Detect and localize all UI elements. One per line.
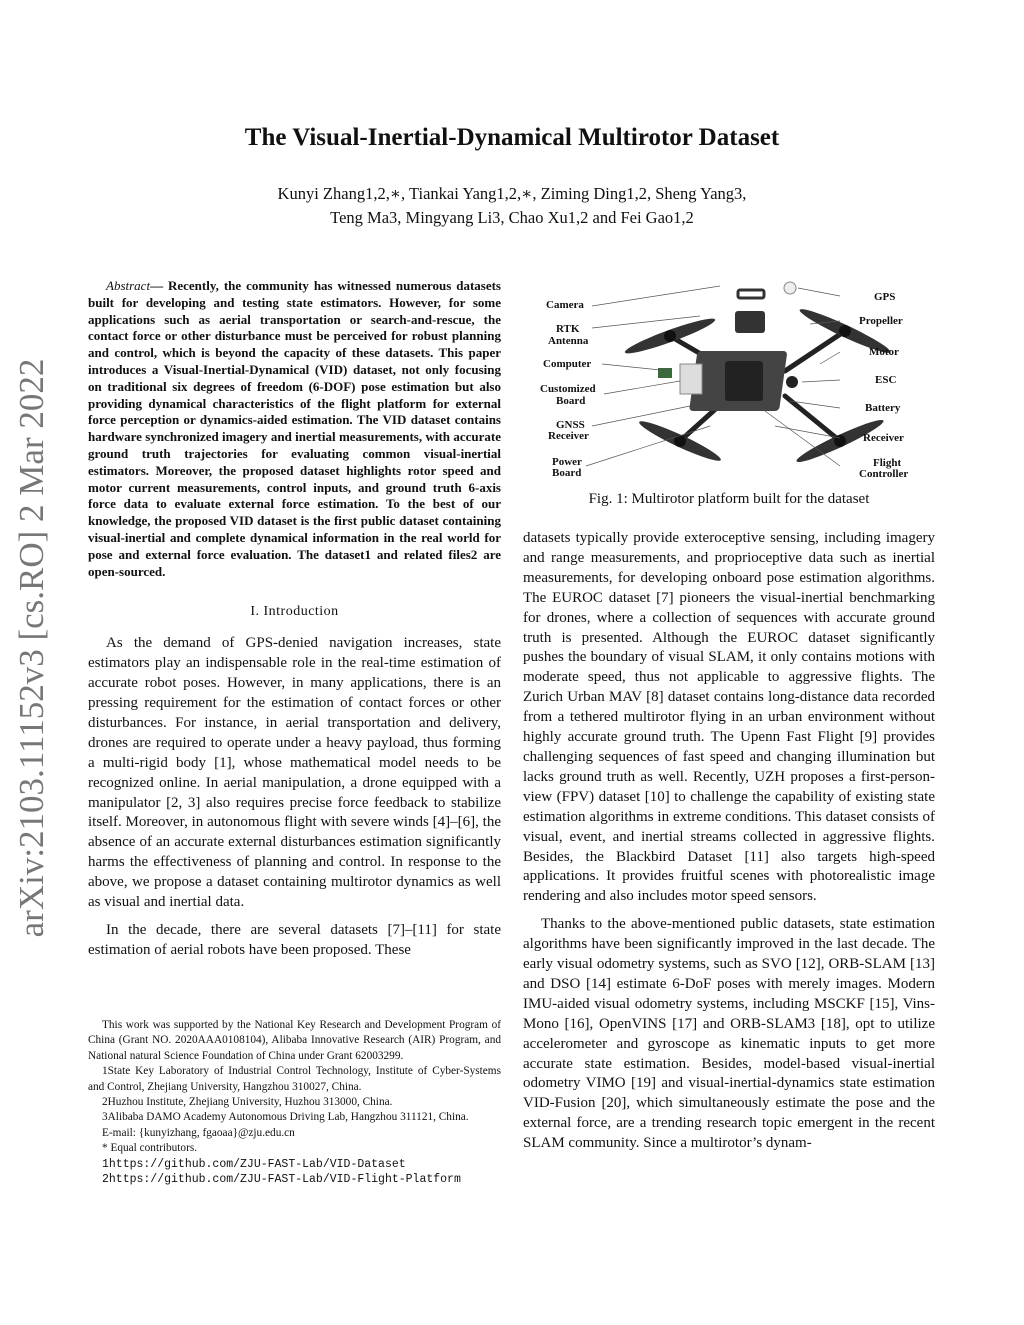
label-power-board: Board [552,467,582,479]
abstract-label: Abstract [106,278,151,293]
abstract-text: — Recently, the community has witnessed numerous datasets built for developing and testing state estimators. However, for some applications such as aerial transportation or search-and-rescue, the contact force or other disturbance must be perceived for robust planning and control, which is beyond the capacity of these datasets. This paper introduces a Visual-Inertial-Dynamical (VID) dataset, not only focusing on traditional six degrees of freedom (6-DOF) pose estimation but also providing dynamical characteristics of the flight platform for external force perception or dynamics-aided estimation. The VID dataset contains hardware synchronized imagery and inertial measurements, with accurate ground truth trajectories for evaluating common visual-inertial estimators. Moreover, the proposed dataset highlights rotor speed and motor current measurements, control inputs, and ground truth 6-axis force data to evaluate external force estimation. To the best of our knowledge, the proposed VID dataset is the first public dataset containing visual-inertial and complete dynamical information in the real world for pose and external force evaluation. The dataset1 and related files2 are open-sourced. [88,278,501,579]
paper-title: The Visual-Inertial-Dynamical Multirotor Dataset [244,124,780,151]
label-gps: GPS [874,291,896,303]
label-battery: Battery [865,402,901,414]
footnote-equal-contrib: * Equal contributors. [102,1142,198,1155]
footnote-platform-link[interactable]: 2https://github.com/ZJU-FAST-Lab/VID-Flight-Platform [102,1173,461,1187]
author-list [0,182,1024,230]
label-computer: Computer [543,358,592,370]
intro-paragraph-2: In the decade, there are several datasets [7]–[11] for state estimation of aerial robots have been proposed. These [88,921,501,958]
label-receiver-left: Receiver [548,430,589,442]
label-motor: Motor [869,346,899,358]
author-line-2: Teng Ma3, Mingyang Li3, Chao Xu1,2 and Fei Gao1,2 [330,208,694,227]
label-gnss: GNSS [556,419,585,431]
label-power: Power [552,456,582,468]
label-antenna: Antenna [548,335,589,347]
footnote-email: E-mail: {kunyizhang, fgaoaa}@zju.edu.cn [102,1126,295,1139]
arxiv-identifier: arXiv:2103.11152v3 [cs.RO] 2 Mar 2022 [12,358,51,938]
label-controller: Controller [859,468,909,480]
label-receiver-right: Receiver [863,432,904,444]
footnote-dataset-link[interactable]: 1https://github.com/ZJU-FAST-Lab/VID-Dataset [102,1157,406,1171]
left-column [88,278,501,961]
drone-body-drawing [658,282,798,411]
label-rtk: RTK [556,323,580,335]
label-board: Board [556,395,586,407]
footnotes [88,1018,501,1187]
section-heading-introduction: I. Introduction [250,604,339,620]
label-customized: Customized [540,383,596,395]
label-propeller: Propeller [859,315,903,327]
footnote-funding: This work was supported by the National Key Research and Development Program of China (Grant NO. 2020AAA0108104), Alibaba Innovative Research (AIR) Program, and National natural Science Foundation of China under Grant 62003299. [88,1019,501,1062]
right-paragraph-1: datasets typically provide exteroceptive sensing, including imagery and range measurements, and proprioceptive data such as inertial measurements, for developing onboard pose estimation algorithms. The EUROC dataset [7] pioneers the visual-inertial benchmarking for drones, where a collection of sequences with accurate ground truth is presented. Although the EUROC dataset significantly pushes the boundary of visual SLAM, it only contains motions with moderate speed, thus not applicable to aggressive flights. The Zurich Urban MAV [8] dataset contains long-distance data recorded from a tethered multirotor flying in an urban environment without highly accurate ground truth. The Upenn Fast Flight [9] provides challenging sequences of fast speed and changing illumination but lacks ground truth as well. Recently, UZH proposes a first-person-view (FPV) dataset [10] to challenge the capability of existing state estimation algorithms in extreme conditions. This dataset consists of visual, event, and inertial streams collected in aggressive flights. Besides, the Blackbird Dataset [11] also targets high-speed applications. It provides fruitful scenes with photorealistic image rendering and also includes motor speed sensors. [523,530,935,905]
intro-paragraph-1: As the demand of GPS-denied navigation increases, state estimators play an indispensable role in the real-time estimation of accurate robot poses. However, in many applications, there is an pressing requirement for the estimation of contact forces or other disturbances. For instance, in aerial transportation and delivery, drones are required to operate under a heavy payload, thus forming a multi-rigid body [1], whose mathematical model needs to be recognized online. In aerial manipulation, a drone equipped with a manipulator [2, 3] also requires precise force feedback to stabilize itself. Moreover, in autonomous flight with severe winds [4]–[6], the absence of an accurate external disturbances estimation significantly harms the effectiveness of planning and control. In response to the above, we propose a dataset containing multirotor dynamics as well as visual and inertial data. [88,635,501,911]
footnote-affiliation-2: 2Huzhou Institute, Zhejiang University, Huzhou 313000, China. [102,1096,393,1109]
multirotor-figure [540,276,920,484]
footnote-affiliation-3: 3Alibaba DAMO Academy Autonomous Driving Lab, Hangzhou 311121, China. [102,1111,469,1124]
figure-caption: Fig. 1: Multirotor platform built for the dataset [588,491,870,507]
label-flight: Flight [873,457,902,469]
right-column [523,529,935,1154]
label-esc: ESC [875,374,897,386]
abstract [88,278,501,580]
footnote-affiliation-1: 1State Key Laboratory of Industrial Control Technology, Institute of Cyber-Systems and Control, Zhejiang University, Hangzhou 310027, China. [88,1065,501,1093]
right-paragraph-2: Thanks to the above-mentioned public datasets, state estimation algorithms have been significantly improved in the last decade. The early visual odometry systems, such as SVO [12], ORB-SLAM [13] and DSO [14] estimate 6-DoF poses with merely images. Modern IMU-aided visual odometry systems, including MSCKF [15], Vins-Mono [16], OpenVINS [17] and ORB-SLAM3 [18], opt to utilize accelerometer and gyroscope as kinematic inputs to get more accurate state estimation. Besides, model-based visual-inertial odometry VIMO [19] and visual-inertial-dynamics state estimation VID-Fusion [20], which simultaneously estimate the pose and the external force, are a trending research topic emergent in the recent SLAM community. Since a multirotor’s dynam- [523,916,935,1152]
author-line-1: Kunyi Zhang1,2,∗, Tiankai Yang1,2,∗, Ziming Ding1,2, Sheng Yang3, [277,184,747,203]
label-camera: Camera [546,299,584,311]
